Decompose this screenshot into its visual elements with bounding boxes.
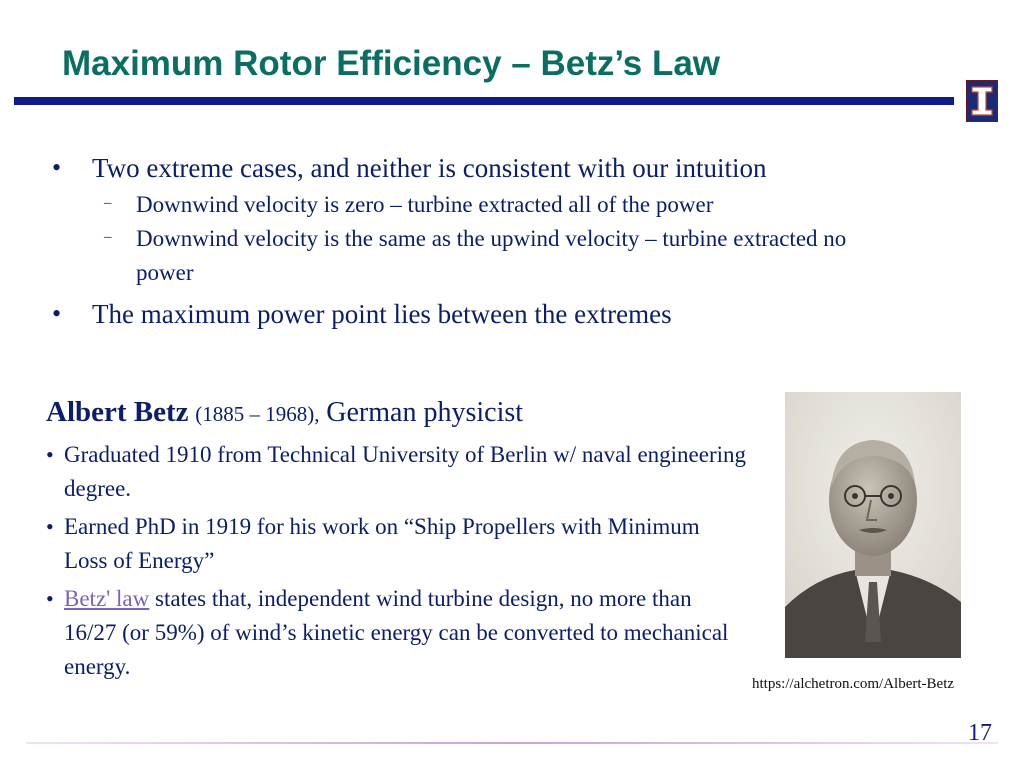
betz-bio xyxy=(46,392,746,684)
slide-title: Maximum Rotor Efficiency – Betz’s Law xyxy=(62,44,721,83)
albert-betz-portrait xyxy=(785,392,961,658)
betz-dates: (1885 – 1968), xyxy=(195,402,320,426)
betz-law-link[interactable]: Betz' law xyxy=(64,586,150,611)
university-logo-icon xyxy=(966,80,998,122)
title-underline xyxy=(14,97,954,105)
betz-name: Albert Betz xyxy=(46,396,189,428)
dash-bullet-icon: – xyxy=(104,195,112,211)
bullet-item xyxy=(52,296,952,332)
sub-bullet-text: Downwind velocity is the same as the upwind velocity – turbine extracted no power xyxy=(136,226,847,285)
bullet-text: Two extreme cases, and neither is consistent with our intuition xyxy=(92,153,767,183)
bio-point xyxy=(46,510,746,578)
bullet-dot-icon: • xyxy=(52,299,62,328)
sub-bullet-text: Downwind velocity is zero – turbine extracted all of the power xyxy=(136,192,714,217)
bullet-dot-icon: • xyxy=(52,153,62,182)
bullet-dot-icon: • xyxy=(46,586,54,611)
betz-heading xyxy=(46,392,746,434)
photo-source-caption: https://alchetron.com/Albert-Betz xyxy=(752,676,955,692)
bio-point xyxy=(46,582,746,684)
dash-bullet-icon: – xyxy=(104,229,112,245)
bullet-dot-icon: • xyxy=(46,514,54,539)
betz-role: German physicist xyxy=(326,397,524,428)
main-bullet-list xyxy=(52,150,952,334)
bullet-text: The maximum power point lies between the extremes xyxy=(92,299,672,329)
sub-bullet-item xyxy=(52,188,896,222)
bio-point-text: Earned PhD in 1919 for his work on “Ship Propellers with Minimum Loss of Energy” xyxy=(64,514,700,573)
bio-point-text: Graduated 1910 from Technical University of Berlin w/ naval engineering degree. xyxy=(64,442,747,501)
bullet-item xyxy=(52,150,952,186)
bio-point-text: states that, independent wind turbine design, no more than 16/27 (or 59%) of wind’s kinetic energy can be converted to mechanical energy. xyxy=(64,586,729,679)
bio-point xyxy=(46,438,746,506)
page-number: 17 xyxy=(968,720,992,746)
footer-divider xyxy=(26,742,998,744)
sub-bullet-item xyxy=(52,222,896,290)
bullet-dot-icon: • xyxy=(46,442,54,467)
